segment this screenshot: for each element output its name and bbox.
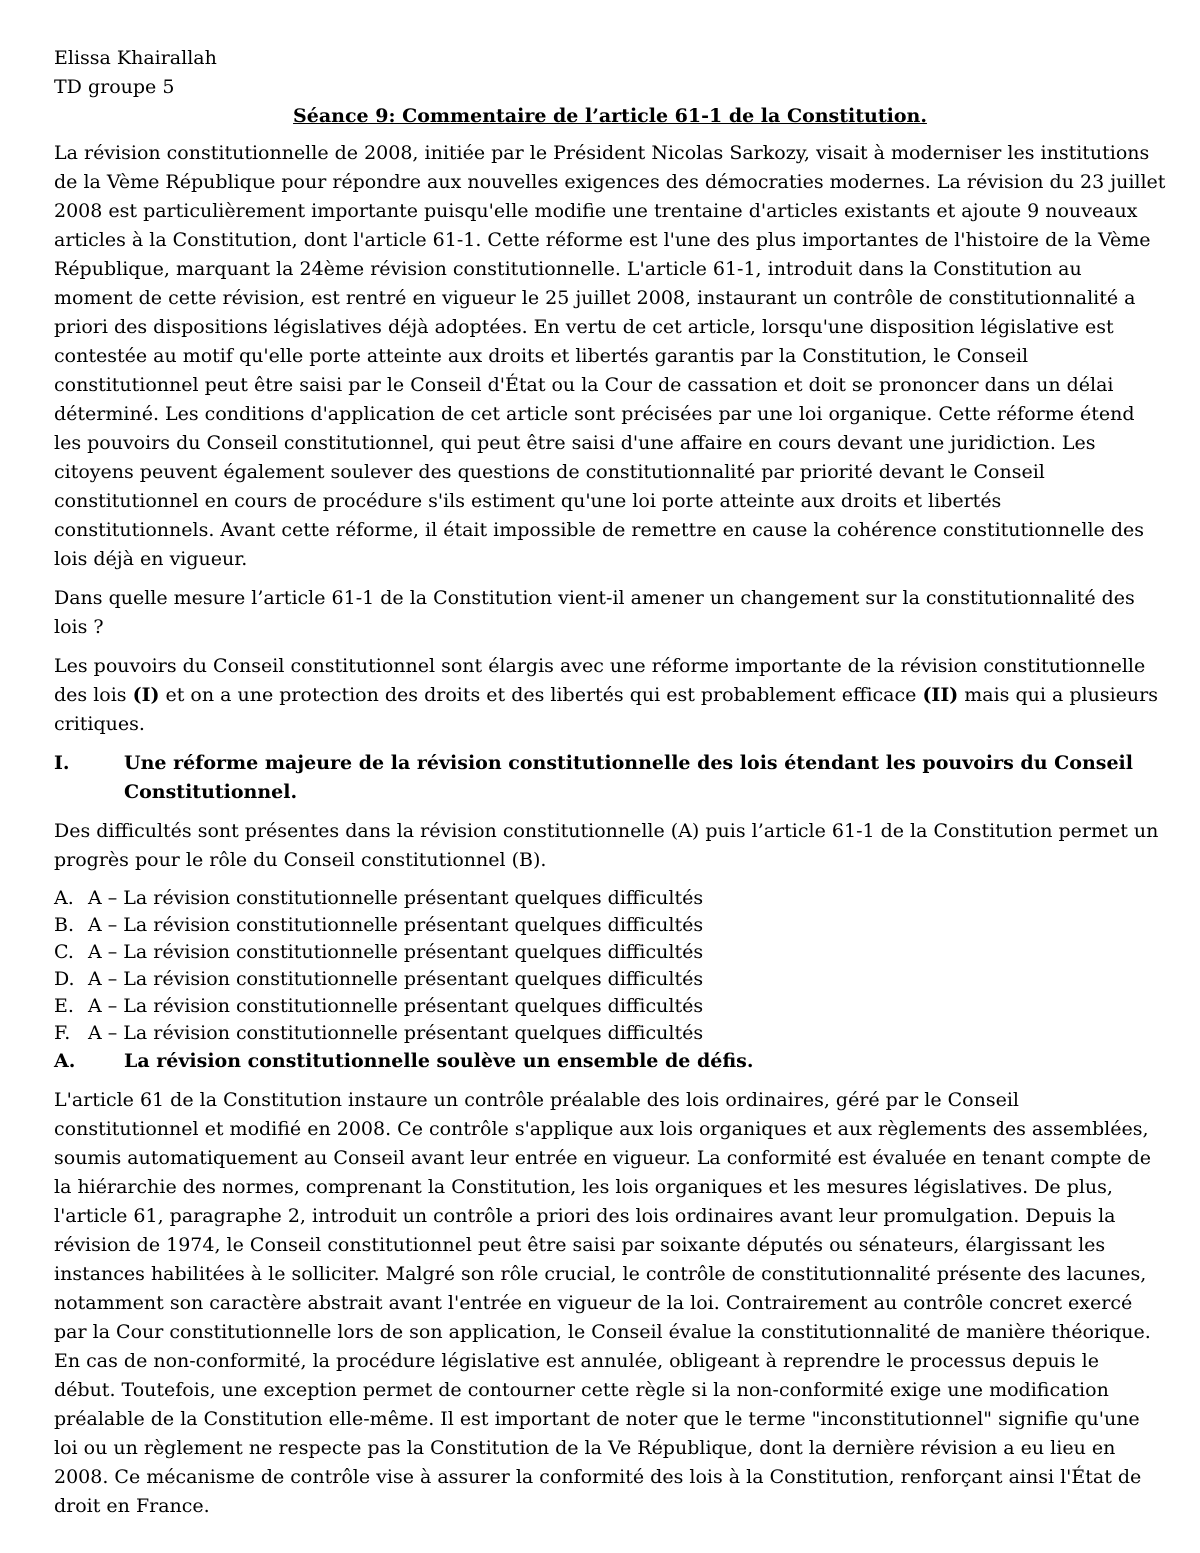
list-item: [54, 993, 1166, 1020]
section-1-intro: Des difficultés sont présentes dans la révision constitutionnelle (A) puis l’article 61-1 de la Constitution permet un progrès pour le rôle du Conseil constitutionnel (B).: [54, 820, 1159, 871]
section-1-title: Une réforme majeure de la révision constitutionnelle des lois étendant les pouvoirs du Conseil Constitutionnel.: [124, 752, 1133, 803]
document-page: [54, 44, 1166, 1531]
list-item-text: A – La révision constitutionnelle présentant quelques difficultés: [88, 1022, 704, 1044]
list-item: [54, 1020, 1166, 1047]
list-item-label: C.: [54, 941, 74, 963]
annonce-mark-2: (II): [922, 684, 959, 706]
list-item-text: A – La révision constitutionnelle présentant quelques difficultés: [88, 968, 704, 990]
group-label: TD groupe 5: [54, 76, 175, 98]
list-item-text: A – La révision constitutionnelle présentant quelques difficultés: [88, 914, 704, 936]
section-1-number: I.: [54, 752, 70, 774]
outline-list: [54, 885, 1166, 1047]
subsection-a-title: La révision constitutionnelle soulève un ensemble de défis.: [124, 1050, 754, 1072]
intro-paragraph: La révision constitutionnelle de 2008, initiée par le Président Nicolas Sarkozy, visait à moderniser les institutions de la Vème République pour répondre aux nouvelles exigences des démocraties modernes. La révision du 23 juillet 2008 est particulièrement importante puisqu'elle modifie une trentaine d'articles existants et ajoute 9 nouveaux articles à la Constitution, dont l'article 61-1. Cette réforme est l'une des plus importantes de l'histoire de la Vème République, marquant la 24ème révision constitutionnelle. L'article 61-1, introduit dans la Constitution au moment de cette révision, est rentré en vigueur le 25 juillet 2008, instaurant un contrôle de constitutionnalité a priori des dispositions législatives déjà adoptées. En vertu de cet article, lorsqu'une disposition législative est contestée au motif qu'elle porte atteinte aux droits et libertés garantis par la Constitution, le Conseil constitutionnel peut être saisi par le Conseil d'État ou la Cour de cassation et doit se prononcer dans un délai déterminé. Les conditions d'application de cet article sont précisées par une loi organique. Cette réforme étend les pouvoirs du Conseil constitutionnel, qui peut être saisi d'une affaire en cours devant une juridiction. Les citoyens peuvent également soulever des questions de constitutionnalité par priorité devant le Conseil constitutionnel en cours de procédure s'ils estiment qu'une loi porte atteinte aux droits et libertés constitutionnels. Avant cette réforme, il était impossible de remettre en cause la cohérence constitutionnelle des lois déjà en vigueur.: [54, 142, 1166, 570]
list-item-label: A.: [54, 887, 74, 909]
annonce-text-2: et on a une protection des droits et des libertés qui est probablement efficace: [159, 684, 923, 706]
list-item: [54, 885, 1166, 912]
list-item-text: A – La révision constitutionnelle présentant quelques difficultés: [88, 995, 704, 1017]
list-item-text: A – La révision constitutionnelle présentant quelques difficultés: [88, 887, 704, 909]
list-item-text: A – La révision constitutionnelle présentant quelques difficultés: [88, 941, 704, 963]
problematique-paragraph: Dans quelle mesure l’article 61-1 de la Constitution vient-il amener un changement sur la constitutionnalité des lois ?: [54, 587, 1135, 638]
annonce-text-1: Les pouvoirs du Conseil constitutionnel sont élargis avec une réforme importante de la révision constitutionnelle des lois: [54, 655, 1146, 706]
list-item-label: B.: [54, 914, 75, 936]
list-item-label: D.: [54, 968, 75, 990]
document-title: Séance 9: Commentaire de l’article 61-1 de la Constitution.: [293, 105, 927, 127]
list-item: [54, 912, 1166, 939]
annonce-mark-1: (I): [132, 684, 160, 706]
author-name: Elissa Khairallah: [54, 47, 217, 69]
subsection-a-number: A.: [54, 1050, 76, 1072]
section-1-heading: [54, 749, 1166, 807]
subsection-a-body: L'article 61 de la Constitution instaure un contrôle préalable des lois ordinaires, géré par le Conseil constitutionnel et modifié en 2008. Ce contrôle s'applique aux lois organiques et aux règlements des assemblées, soumis automatiquement au Conseil avant leur entrée en vigueur. La conformité est évaluée en tenant compte de la hiérarchie des normes, comprenant la Constitution, les lois organiques et les mesures législatives. De plus, l'article 61, paragraphe 2, introduit un contrôle a priori des lois ordinaires avant leur promulgation. Depuis la révision de 1974, le Conseil constitutionnel peut être saisi par soixante députés ou sénateurs, élargissant les instances habilitées à le solliciter. Malgré son rôle crucial, le contrôle de constitutionnalité présente des lacunes, notamment son caractère abstrait avant l'entrée en vigueur de la loi. Contrairement au contrôle concret exercé par la Cour constitutionnelle lors de son application, le Conseil évalue la constitutionnalité de manière théorique. En cas de non-conformité, la procédure législative est annulée, obligeant à reprendre le processus depuis le début. Toutefois, une exception permet de contourner cette règle si la non-conformité exige une modification préalable de la Constitution elle-même. Il est important de noter que le terme "inconstitutionnel" signifie qu'une loi ou un règlement ne respecte pas la Constitution de la Ve République, dont la dernière révision a eu lieu en 2008. Ce mécanisme de contrôle vise à assurer la conformité des lois à la Constitution, renforçant ainsi l'État de droit en France.: [54, 1089, 1151, 1517]
list-item: [54, 966, 1166, 993]
subsection-a-heading: [54, 1047, 1166, 1076]
annonce-paragraph: [54, 652, 1166, 739]
list-item-label: F.: [54, 1022, 71, 1044]
annonce-text-3: mais qui a plusieurs critiques.: [54, 684, 1158, 735]
list-item: [54, 939, 1166, 966]
list-item-label: E.: [54, 995, 74, 1017]
